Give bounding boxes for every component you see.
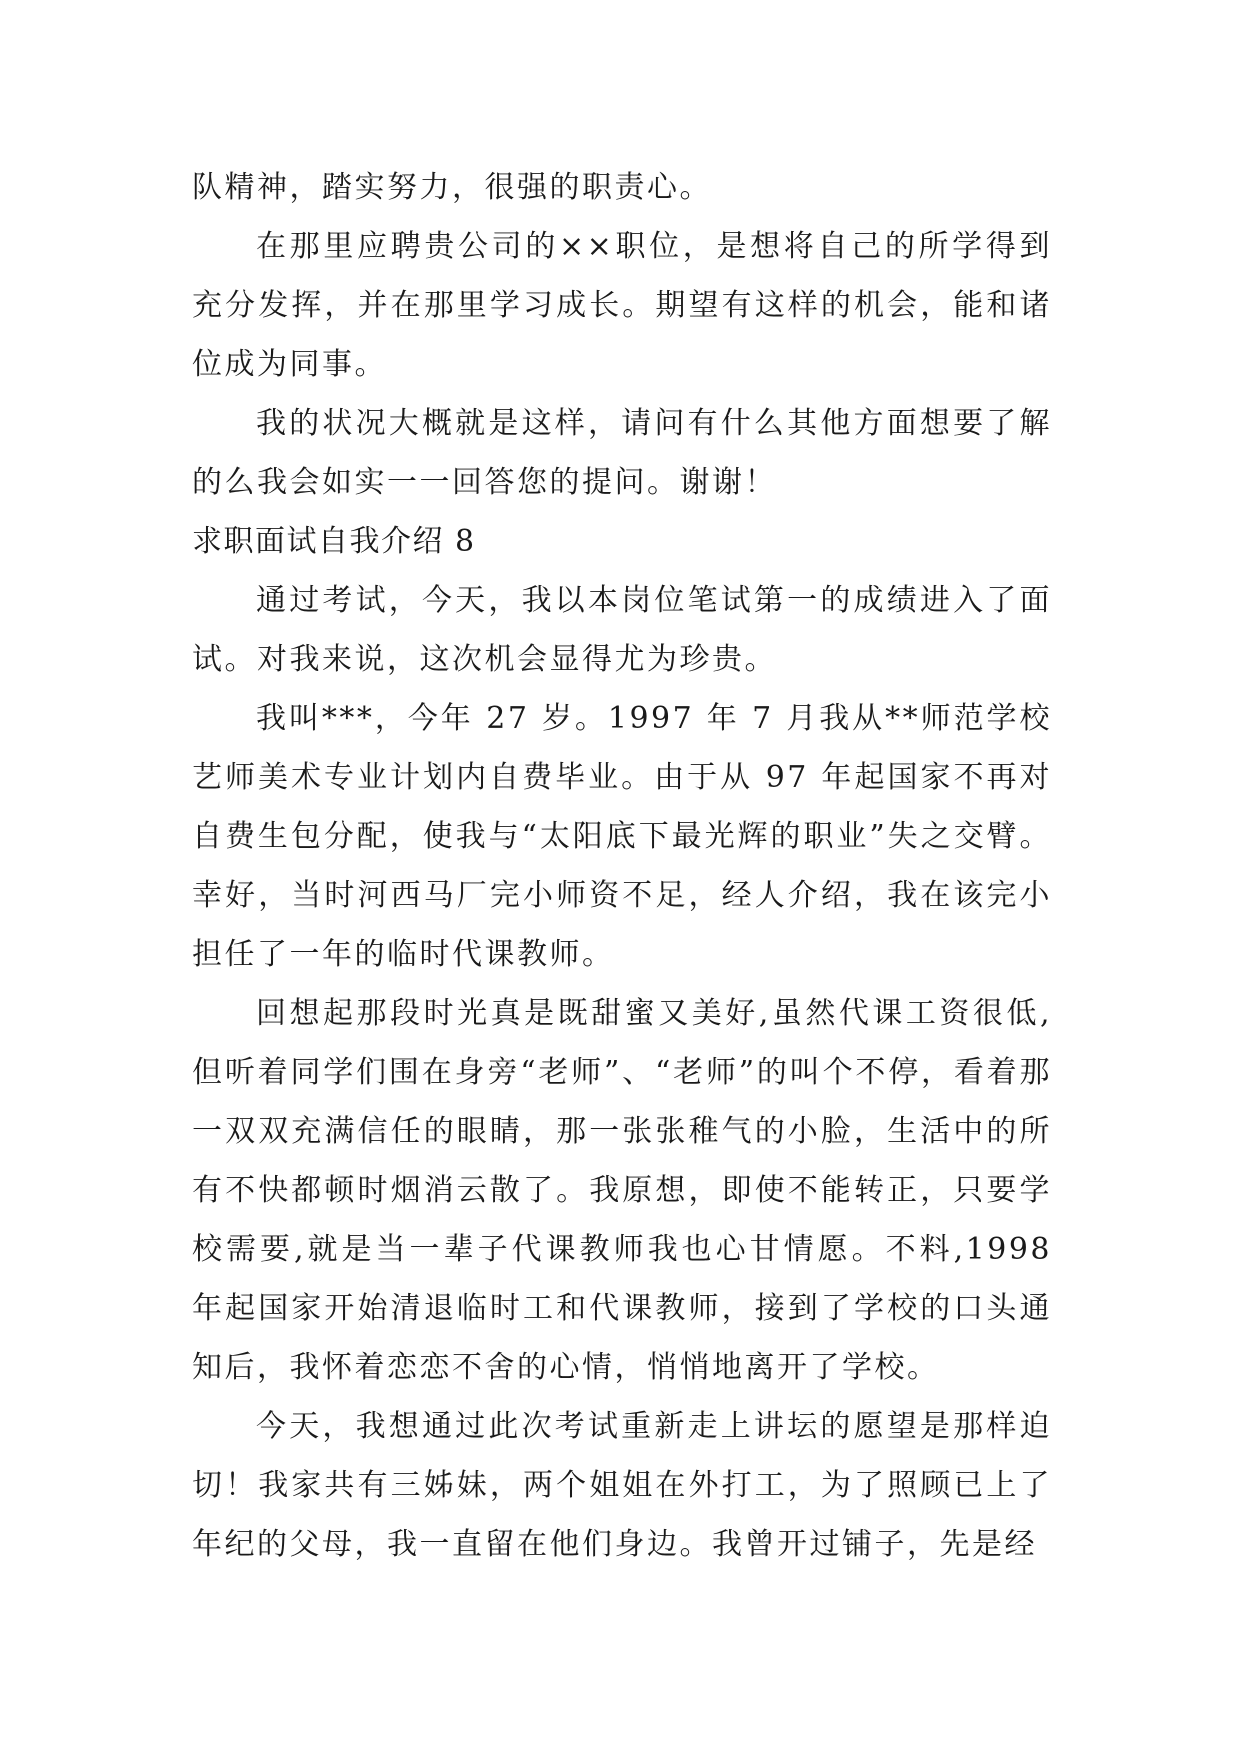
paragraph-motivation: 今天，我想通过此次考试重新走上讲坛的愿望是那样迫切！我家共有三姊妹，两个姐姐在外打工，为了照顾已上了年纪的父母，我一直留在他们身边。我曾开过铺子，先是经 bbox=[192, 1409, 1052, 1562]
paragraph-closing-thanks: 我的状况大概就是这样，请问有什么其他方面想要了解的么我会如实一一回答您的提问。谢谢！ bbox=[192, 406, 1052, 500]
paragraph-teaching-memories: 回想起那段时光真是既甜蜜又美好,虽然代课工资很低,但听着同学们围在身旁“老师”、“老师”的叫个不停，看着那一双双充满信任的眼睛，那一张张稚气的小脸，生活中的所有不快都顿时烟消云散了。我原想，即使不能转正，只要学校需要,就是当一辈子代课教师我也心甘情愿。不料,1998 年起国家开始清退临时工和代课教师，接到了学校的口头通知后，我怀着恋恋不舍的心情，悄悄地离开了学校。 bbox=[192, 996, 1052, 1385]
document-body bbox=[192, 158, 1052, 1574]
paragraph-application-intent: 在那里应聘贵公司的××职位，是想将自己的所学得到充分发挥，并在那里学习成长。期望有这样的机会，能和诸位成为同事。 bbox=[192, 229, 1052, 382]
section-heading: 求职面试自我介绍 8 bbox=[192, 524, 476, 559]
paragraph-continuation: 队精神，踏实努力，很强的职责心。 bbox=[192, 170, 712, 205]
paragraph-background: 我叫***，今年 27 岁。1997 年 7 月我从**师范学校艺师美术专业计划内自费毕业。由于从 97 年起国家不再对自费生包分配，使我与“太阳底下最光辉的职业”失之交臂。幸好，当时河西马厂完小师资不足，经人介绍，我在该完小担任了一年的临时代课教师。 bbox=[192, 701, 1052, 972]
paragraph-exam-result: 通过考试，今天，我以本岗位笔试第一的成绩进入了面试。对我来说，这次机会显得尤为珍贵。 bbox=[192, 583, 1052, 677]
